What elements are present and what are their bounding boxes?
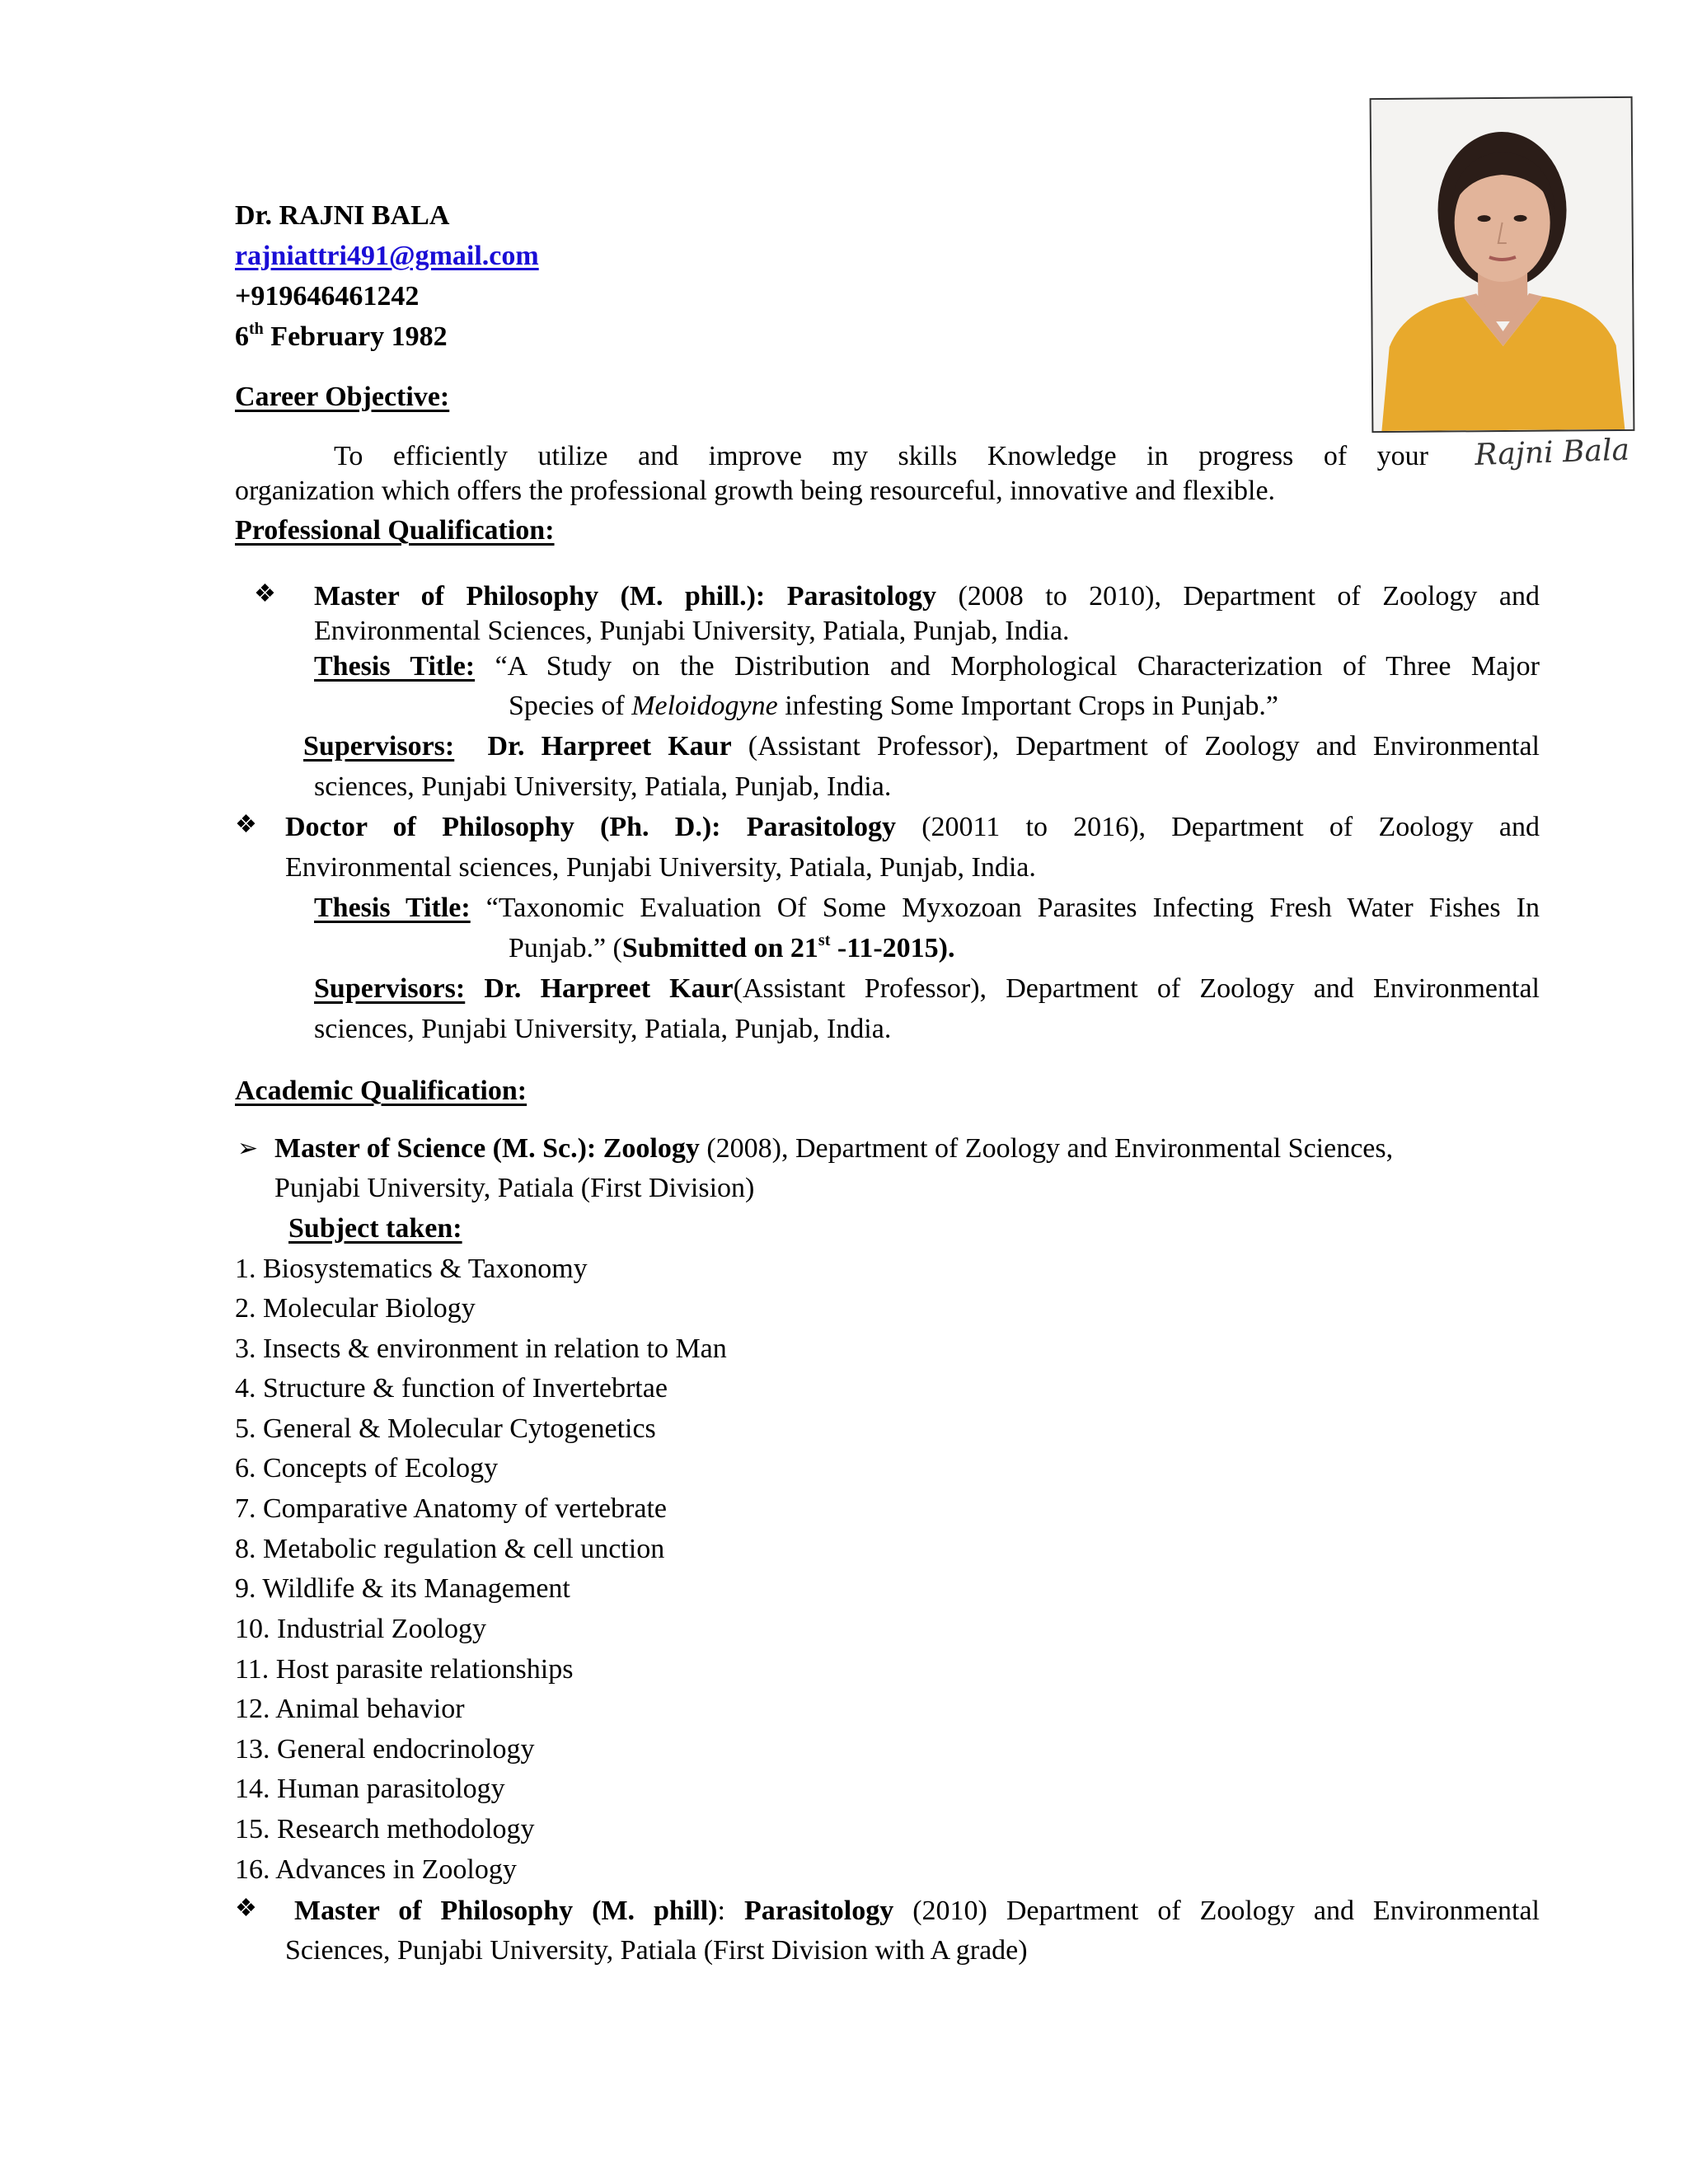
phd-supervisors-line-1: Supervisors: Dr. Harpreet Kaur(Assistant Professor), Department of Zoology and Environmental [314,973,1540,1004]
diamond-bullet-icon: ❖ [235,1895,257,1922]
list-item: 11. Host parasite relationships [235,1654,574,1685]
academic-mphil-line-2: Sciences, Punjabi University, Patiala (First Division with A grade) [285,1935,1028,1966]
list-item: 4. Structure & function of Invertebrtae [235,1373,668,1404]
mphil-thesis-line-2: Species of Meloidogyne infesting Some Important Crops in Punjab.” [509,691,1278,721]
list-item: 6. Concepts of Ecology [235,1453,499,1483]
career-objective-heading: Career Objective: [235,382,450,412]
diamond-bullet-icon: ❖ [235,811,257,838]
phone-number: +919646461242 [235,281,420,312]
professional-qualification-heading: Professional Qualification: [235,515,555,546]
list-item: 7. Comparative Anatomy of vertebrate [235,1493,667,1524]
mphil-supervisors-line-2: sciences, Punjabi University, Patiala, Punjab, India. [314,771,892,802]
list-item: 12. Animal behavior [235,1694,465,1724]
signature: Rajni Bala [1474,433,1630,473]
list-item: 10. Industrial Zoology [235,1614,487,1644]
career-objective-line-1: To efficiently utilize and improve my skills Knowledge in progress of your [334,441,1428,471]
list-item: 9. Wildlife & its Management [235,1573,570,1604]
list-item: 3. Insects & environment in relation to Man [235,1333,727,1364]
mphil-thesis-line-1: Thesis Title: “A Study on the Distribution and Morphological Characterization of Three Major [314,651,1540,682]
phd-line-2: Environmental sciences, Punjabi University, Patiala, Punjab, India. [285,852,1036,883]
academic-qualification-heading: Academic Qualification: [235,1076,528,1106]
phd-line-1: Doctor of Philosophy (Ph. D.): Parasitology (20011 to 2016), Department of Zoology and [285,812,1540,842]
list-item: 14. Human parasitology [235,1774,505,1804]
academic-mphil-line-1: Master of Philosophy (M. phill): Parasitology (2010) Department of Zoology and Environmental [294,1896,1540,1926]
profile-photo [1370,96,1635,433]
msc-line-1: Master of Science (M. Sc.): Zoology (2008), Department of Zoology and Environmental Sciences, [274,1133,1394,1164]
list-item: 13. General endocrinology [235,1734,535,1765]
msc-line-2: Punjabi University, Patiala (First Division) [274,1173,755,1203]
date-of-birth: 6th February 1982 [235,319,448,352]
arrow-bullet-icon: ➢ [237,1135,259,1162]
phd-thesis-line-2: Punjab.” (Submitted on 21st -11-2015). [509,930,955,963]
list-item: 15. Research methodology [235,1814,535,1844]
list-item: 8. Metabolic regulation & cell unction [235,1534,665,1564]
candidate-name: Dr. RAJNI BALA [235,200,450,231]
diamond-bullet-icon: ❖ [254,580,276,607]
mphil-supervisors-line-1: Supervisors: Dr. Harpreet Kaur (Assistant Professor), Department of Zoology and Environmental [303,731,1540,762]
list-item: 1. Biosystematics & Taxonomy [235,1254,588,1284]
mphil-line-1: Master of Philosophy (M. phill.): Parasitology (2008 to 2010), Department of Zoology and [314,581,1540,612]
phd-thesis-line-1: Thesis Title: “Taxonomic Evaluation Of Some Myxozoan Parasites Infecting Fresh Water Fishes In [314,893,1540,923]
list-item: 16. Advances in Zoology [235,1854,517,1885]
list-item: 2. Molecular Biology [235,1293,476,1324]
person-portrait-icon [1372,98,1634,431]
subject-taken-heading: Subject taken: [288,1213,462,1244]
email-link[interactable]: rajniattri491@gmail.com [235,241,539,271]
list-item: 5. General & Molecular Cytogenetics [235,1413,656,1444]
mphil-line-2: Environmental Sciences, Punjabi University, Patiala, Punjab, India. [314,616,1070,646]
career-objective-line-2: organization which offers the professional growth being resourceful, innovative and flexible. [235,476,1276,506]
phd-supervisors-line-2: sciences, Punjabi University, Patiala, Punjab, India. [314,1014,892,1044]
